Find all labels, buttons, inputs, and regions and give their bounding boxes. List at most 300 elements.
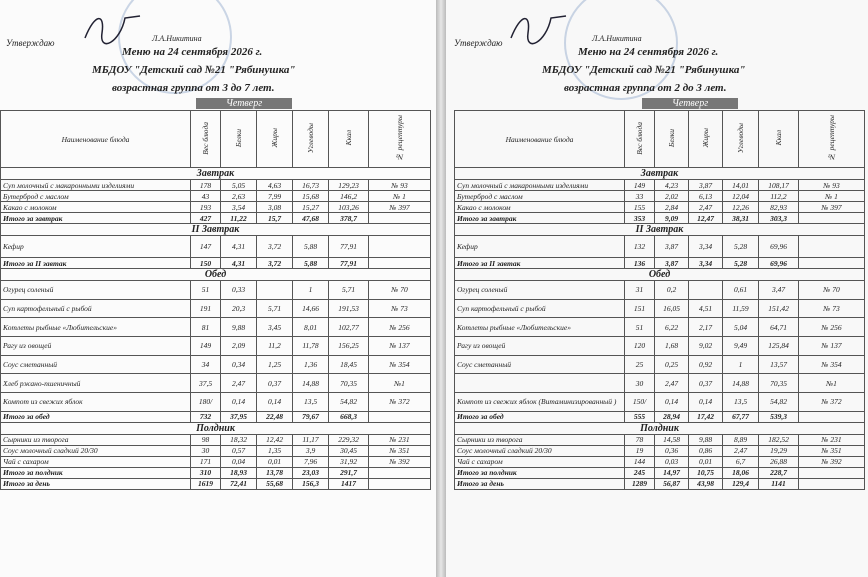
meal-section: [455, 269, 865, 281]
meal-section: [1, 224, 431, 236]
nutrition-value: 11,22: [221, 213, 257, 224]
nutrition-value: 15,7: [257, 213, 293, 224]
dish-name: Итого за завтрак: [1, 213, 191, 224]
nutrition-value: [369, 213, 431, 224]
nutrition-value: 132: [625, 236, 655, 258]
column-header-text: Жиры: [701, 128, 710, 148]
dish-row: [455, 191, 865, 202]
nutrition-value: 11,78: [293, 337, 329, 356]
nutrition-value: 5,05: [221, 180, 257, 191]
nutrition-value: 144: [625, 456, 655, 467]
nutrition-value: 5,04: [723, 318, 759, 337]
nutrition-value: № 1: [369, 191, 431, 202]
dish-row: [455, 337, 865, 356]
nutrition-value: 9,02: [689, 337, 723, 356]
nutrition-value: 12,26: [723, 202, 759, 213]
dish-row: [455, 355, 865, 374]
menu-title: Меню на 24 сентября 2026 г.: [578, 46, 719, 58]
nutrition-value: 43: [191, 191, 221, 202]
nutrition-value: № 354: [799, 355, 865, 374]
nutrition-value: 3,87: [655, 236, 689, 258]
nutrition-value: 79,67: [293, 411, 329, 422]
dish-name: Итого за день: [455, 478, 625, 489]
dish-row: [1, 281, 431, 300]
column-header-text: Углеводы: [306, 123, 315, 153]
nutrition-value: 151,42: [759, 299, 799, 318]
nutrition-value: 0,36: [655, 445, 689, 456]
nutrition-value: 3,72: [257, 258, 293, 269]
nutrition-value: 0,14: [221, 393, 257, 412]
dish-name: Итого за II завтак: [455, 258, 625, 269]
nutrition-value: 3,87: [655, 258, 689, 269]
dish-row: [455, 434, 865, 445]
nutrition-value: 0,14: [257, 393, 293, 412]
nutrition-value: 37,5: [191, 374, 221, 393]
nutrition-value: [689, 281, 723, 300]
dish-row: [1, 445, 431, 456]
nutrition-value: 7,99: [257, 191, 293, 202]
nutrition-value: № 73: [369, 299, 431, 318]
menu-table: [0, 110, 431, 490]
approve-label: Утверждаю: [454, 38, 503, 48]
nutrition-value: № 351: [799, 445, 865, 456]
nutrition-value: 150: [191, 258, 221, 269]
nutrition-value: 12,47: [689, 213, 723, 224]
nutrition-value: № 93: [799, 180, 865, 191]
dish-name: Итого за II завтак: [1, 258, 191, 269]
nutrition-value: 6,13: [689, 191, 723, 202]
column-header: [625, 111, 655, 168]
nutrition-value: 129,23: [329, 180, 369, 191]
nutrition-value: [799, 258, 865, 269]
nutrition-value: 12,42: [257, 434, 293, 445]
dish-name: Хлеб ржано-пшеничный: [1, 374, 191, 393]
nutrition-value: 70,35: [759, 374, 799, 393]
column-header: [191, 111, 221, 168]
nutrition-value: 2,63: [221, 191, 257, 202]
column-header: Наименование блюда: [1, 111, 191, 168]
dish-row: [455, 393, 865, 412]
nutrition-value: 353: [625, 213, 655, 224]
nutrition-value: 1,25: [257, 355, 293, 374]
nutrition-value: 193: [191, 202, 221, 213]
nutrition-value: 2,47: [655, 374, 689, 393]
dish-row: [455, 374, 865, 393]
total-row: [455, 213, 865, 224]
column-header: [689, 111, 723, 168]
nutrition-value: 8,01: [293, 318, 329, 337]
dish-row: [1, 355, 431, 374]
dish-name: Суп картофельный с рыбой: [1, 299, 191, 318]
meal-title: Полдник: [1, 422, 431, 434]
nutrition-value: 54,82: [329, 393, 369, 412]
nutrition-value: 30,45: [329, 445, 369, 456]
nutrition-value: 5,88: [293, 258, 329, 269]
nutrition-value: 3,34: [689, 258, 723, 269]
nutrition-value: 18,93: [221, 467, 257, 478]
nutrition-value: 13,5: [293, 393, 329, 412]
dish-name: Огурец соленый: [455, 281, 625, 300]
nutrition-value: 310: [191, 467, 221, 478]
nutrition-value: [369, 236, 431, 258]
weekday-label: Четверг: [642, 98, 738, 109]
nutrition-value: № 256: [369, 318, 431, 337]
nutrition-value: 151: [625, 299, 655, 318]
nutrition-value: [799, 478, 865, 489]
nutrition-value: 2,47: [723, 445, 759, 456]
dish-row: [1, 337, 431, 356]
nutrition-value: 0,14: [689, 393, 723, 412]
nutrition-value: 4,23: [655, 180, 689, 191]
dish-name: Чай с сахаром: [455, 456, 625, 467]
total-row: [455, 411, 865, 422]
nutrition-value: 47,68: [293, 213, 329, 224]
nutrition-value: 5,71: [257, 299, 293, 318]
nutrition-value: 2,84: [655, 202, 689, 213]
nutrition-value: 1: [293, 281, 329, 300]
dish-name: Рагу из овощей: [455, 337, 625, 356]
nutrition-value: № 231: [799, 434, 865, 445]
nutrition-value: 33: [625, 191, 655, 202]
nutrition-value: № 372: [369, 393, 431, 412]
nutrition-value: 18,06: [723, 467, 759, 478]
nutrition-value: 3,34: [689, 236, 723, 258]
nutrition-value: № 231: [369, 434, 431, 445]
nutrition-value: 1289: [625, 478, 655, 489]
meal-title: Завтрак: [455, 168, 865, 180]
nutrition-value: 2,02: [655, 191, 689, 202]
dish-name: Кефир: [1, 236, 191, 258]
meal-section: [1, 422, 431, 434]
nutrition-value: 1,35: [257, 445, 293, 456]
dish-name: Компот из свежих яблок (Витаминизированный ): [455, 393, 625, 412]
nutrition-value: 51: [625, 318, 655, 337]
nutrition-value: 8,89: [723, 434, 759, 445]
signer-name: Л.А.Никитина: [592, 34, 642, 43]
nutrition-value: [257, 281, 293, 300]
nutrition-value: 10,75: [689, 467, 723, 478]
nutrition-value: № 351: [369, 445, 431, 456]
nutrition-value: 4,31: [221, 236, 257, 258]
dish-row: [455, 281, 865, 300]
meal-title: II Завтрак: [455, 224, 865, 236]
nutrition-value: 191,53: [329, 299, 369, 318]
nutrition-value: 26,88: [759, 456, 799, 467]
meal-section: [455, 224, 865, 236]
nutrition-value: 4,51: [689, 299, 723, 318]
nutrition-value: 15,27: [293, 202, 329, 213]
nutrition-value: 14,88: [293, 374, 329, 393]
nutrition-value: № 397: [369, 202, 431, 213]
nutrition-value: 14,88: [723, 374, 759, 393]
nutrition-value: 22,48: [257, 411, 293, 422]
dish-name: Суп молочный с макаронными изделиями: [1, 180, 191, 191]
nutrition-value: 732: [191, 411, 221, 422]
nutrition-value: 3,9: [293, 445, 329, 456]
nutrition-value: 2,47: [689, 202, 723, 213]
nutrition-value: № 392: [369, 456, 431, 467]
nutrition-value: 19: [625, 445, 655, 456]
meal-title: Завтрак: [1, 168, 431, 180]
nutrition-value: 120: [625, 337, 655, 356]
dish-name: Рагу из овощей: [1, 337, 191, 356]
nutrition-value: 0,25: [655, 355, 689, 374]
nutrition-value: 2,47: [221, 374, 257, 393]
nutrition-value: 77,91: [329, 236, 369, 258]
nutrition-value: № 392: [799, 456, 865, 467]
nutrition-value: [799, 467, 865, 478]
dish-name: Котлеты рыбные «Любительские»: [455, 318, 625, 337]
column-header: [329, 111, 369, 168]
dish-name: Сырники из творога: [455, 434, 625, 445]
nutrition-value: 82,93: [759, 202, 799, 213]
nutrition-value: 6,22: [655, 318, 689, 337]
nutrition-value: 18,32: [221, 434, 257, 445]
nutrition-value: 3,45: [257, 318, 293, 337]
nutrition-value: [799, 411, 865, 422]
nutrition-value: 28,94: [655, 411, 689, 422]
nutrition-value: 31,92: [329, 456, 369, 467]
nutrition-value: 70,35: [329, 374, 369, 393]
nutrition-value: 5,28: [723, 236, 759, 258]
nutrition-value: 303,3: [759, 213, 799, 224]
nutrition-value: 1: [723, 355, 759, 374]
nutrition-value: 0,01: [689, 456, 723, 467]
column-header-text: Углеводы: [736, 123, 745, 153]
nutrition-value: 171: [191, 456, 221, 467]
nutrition-value: 14,97: [655, 467, 689, 478]
nutrition-value: № 397: [799, 202, 865, 213]
signature: [80, 8, 150, 48]
nutrition-value: 9,49: [723, 337, 759, 356]
nutrition-value: 5,28: [723, 258, 759, 269]
total-row: [455, 478, 865, 489]
dish-name: Бутерброд с маслом: [455, 191, 625, 202]
nutrition-value: 30: [191, 445, 221, 456]
meal-section: [1, 269, 431, 281]
nutrition-value: 108,17: [759, 180, 799, 191]
nutrition-value: 146,2: [329, 191, 369, 202]
nutrition-value: 147: [191, 236, 221, 258]
nutrition-value: 3,72: [257, 236, 293, 258]
total-row: [455, 467, 865, 478]
dish-row: [1, 456, 431, 467]
dish-row: [455, 445, 865, 456]
approve-label: Утверждаю: [6, 38, 55, 48]
signer-name: Л.А.Никитина: [152, 34, 202, 43]
menu-title: Меню на 24 сентября 2026 г.: [122, 46, 263, 58]
nutrition-value: 0,01: [257, 456, 293, 467]
column-header: [723, 111, 759, 168]
total-row: [455, 258, 865, 269]
column-header-text: № рецептуры: [395, 114, 404, 162]
column-header: [369, 111, 431, 168]
dish-name: Соус сметанный: [1, 355, 191, 374]
nutrition-value: 5,71: [329, 281, 369, 300]
total-row: [1, 478, 431, 489]
nutrition-value: 4,31: [221, 258, 257, 269]
nutrition-value: № 372: [799, 393, 865, 412]
nutrition-value: 245: [625, 467, 655, 478]
dish-row: [455, 456, 865, 467]
dish-name: Какао с молоком: [1, 202, 191, 213]
org-name: МБДОУ "Детский сад №21 "Рябинушка": [92, 64, 296, 76]
nutrition-value: 81: [191, 318, 221, 337]
nutrition-value: 14,01: [723, 180, 759, 191]
nutrition-value: [369, 258, 431, 269]
nutrition-value: № 137: [799, 337, 865, 356]
total-row: [1, 411, 431, 422]
dish-name: Итого за полдник: [455, 467, 625, 478]
nutrition-value: 3,54: [221, 202, 257, 213]
nutrition-value: №1: [369, 374, 431, 393]
nutrition-value: 182,52: [759, 434, 799, 445]
total-row: [1, 467, 431, 478]
nutrition-value: 15,68: [293, 191, 329, 202]
nutrition-value: 3,47: [759, 281, 799, 300]
nutrition-value: 178: [191, 180, 221, 191]
column-header-text: Белки: [234, 128, 243, 148]
dish-row: [1, 393, 431, 412]
nutrition-value: 2,17: [689, 318, 723, 337]
dish-row: [1, 236, 431, 258]
nutrition-value: № 73: [799, 299, 865, 318]
dish-name: Итого за обед: [1, 411, 191, 422]
nutrition-value: № 137: [369, 337, 431, 356]
dish-row: [455, 299, 865, 318]
dish-name: Соус молочный сладкий 20/30: [1, 445, 191, 456]
nutrition-value: № 70: [799, 281, 865, 300]
nutrition-value: 0,34: [221, 355, 257, 374]
nutrition-value: 180/: [191, 393, 221, 412]
nutrition-value: 16,05: [655, 299, 689, 318]
nutrition-value: 125,84: [759, 337, 799, 356]
column-header: [759, 111, 799, 168]
nutrition-value: № 93: [369, 180, 431, 191]
column-header-text: Ккал: [344, 130, 353, 146]
nutrition-value: [799, 236, 865, 258]
column-header: [293, 111, 329, 168]
dish-name: Суп картофельный с рыбой: [455, 299, 625, 318]
dish-row: [1, 374, 431, 393]
nutrition-value: 156,25: [329, 337, 369, 356]
column-header-text: Вес блюда: [201, 121, 210, 155]
column-header: [799, 111, 865, 168]
meal-section: [455, 168, 865, 180]
nutrition-value: 555: [625, 411, 655, 422]
nutrition-value: 69,96: [759, 258, 799, 269]
nutrition-value: 112,2: [759, 191, 799, 202]
age-group: возрастная группа от 3 до 7 лет.: [112, 82, 275, 94]
nutrition-value: 228,7: [759, 467, 799, 478]
nutrition-value: 31: [625, 281, 655, 300]
dish-row: [455, 202, 865, 213]
signature: [506, 8, 576, 48]
column-header-text: Жиры: [270, 128, 279, 148]
nutrition-value: 43,98: [689, 478, 723, 489]
column-header-text: Белки: [667, 128, 676, 148]
nutrition-value: № 70: [369, 281, 431, 300]
nutrition-value: 103,26: [329, 202, 369, 213]
nutrition-value: 14,58: [655, 434, 689, 445]
nutrition-value: 2,09: [221, 337, 257, 356]
nutrition-value: 77,91: [329, 258, 369, 269]
nutrition-value: 668,3: [329, 411, 369, 422]
nutrition-value: 9,88: [221, 318, 257, 337]
nutrition-value: 1619: [191, 478, 221, 489]
column-header-text: Вес блюда: [635, 121, 644, 155]
nutrition-value: 72,41: [221, 478, 257, 489]
nutrition-value: 34: [191, 355, 221, 374]
nutrition-value: 0,86: [689, 445, 723, 456]
weekday-label: Четверг: [196, 98, 292, 109]
nutrition-value: 155: [625, 202, 655, 213]
nutrition-value: 1417: [329, 478, 369, 489]
nutrition-value: 149: [191, 337, 221, 356]
nutrition-value: 9,09: [655, 213, 689, 224]
nutrition-value: 129,4: [723, 478, 759, 489]
nutrition-value: [799, 213, 865, 224]
nutrition-value: 156,3: [293, 478, 329, 489]
org-name: МБДОУ "Детский сад №21 "Рябинушка": [542, 64, 746, 76]
column-header: [221, 111, 257, 168]
nutrition-value: 0,92: [689, 355, 723, 374]
nutrition-value: 150/: [625, 393, 655, 412]
nutrition-value: 6,7: [723, 456, 759, 467]
nutrition-value: № 1: [799, 191, 865, 202]
nutrition-value: 11,17: [293, 434, 329, 445]
dish-name: Компот из свежих яблок: [1, 393, 191, 412]
nutrition-value: 1,68: [655, 337, 689, 356]
nutrition-value: 5,88: [293, 236, 329, 258]
dish-row: [1, 318, 431, 337]
nutrition-value: 7,96: [293, 456, 329, 467]
column-header: [655, 111, 689, 168]
nutrition-value: 427: [191, 213, 221, 224]
nutrition-value: 191: [191, 299, 221, 318]
meal-section: [1, 168, 431, 180]
nutrition-value: 78: [625, 434, 655, 445]
menu-page-2-3: [446, 0, 868, 577]
dish-name: Котлеты рыбные «Любительские»: [1, 318, 191, 337]
nutrition-value: 0,33: [221, 281, 257, 300]
header-row: [1, 111, 431, 168]
nutrition-value: 20,3: [221, 299, 257, 318]
dish-name: Кефир: [455, 236, 625, 258]
dish-row: [1, 180, 431, 191]
dish-name: Какао с молоком: [455, 202, 625, 213]
nutrition-value: 13,78: [257, 467, 293, 478]
dish-name: Бутерброд с маслом: [1, 191, 191, 202]
dish-name: Сырники из творога: [1, 434, 191, 445]
column-header-text: Ккал: [774, 130, 783, 146]
nutrition-value: 3,08: [257, 202, 293, 213]
nutrition-value: 1141: [759, 478, 799, 489]
nutrition-value: 0,14: [655, 393, 689, 412]
dish-row: [455, 318, 865, 337]
age-group: возрастная группа от 2 до 3 лет.: [564, 82, 727, 94]
nutrition-value: 149: [625, 180, 655, 191]
nutrition-value: 13,57: [759, 355, 799, 374]
dish-row: [455, 180, 865, 191]
total-row: [1, 258, 431, 269]
dish-name: Итого за полдник: [1, 467, 191, 478]
nutrition-value: [369, 478, 431, 489]
nutrition-value: 67,77: [723, 411, 759, 422]
nutrition-value: [369, 411, 431, 422]
nutrition-value: 54,82: [759, 393, 799, 412]
meal-title: II Завтрак: [1, 224, 431, 236]
